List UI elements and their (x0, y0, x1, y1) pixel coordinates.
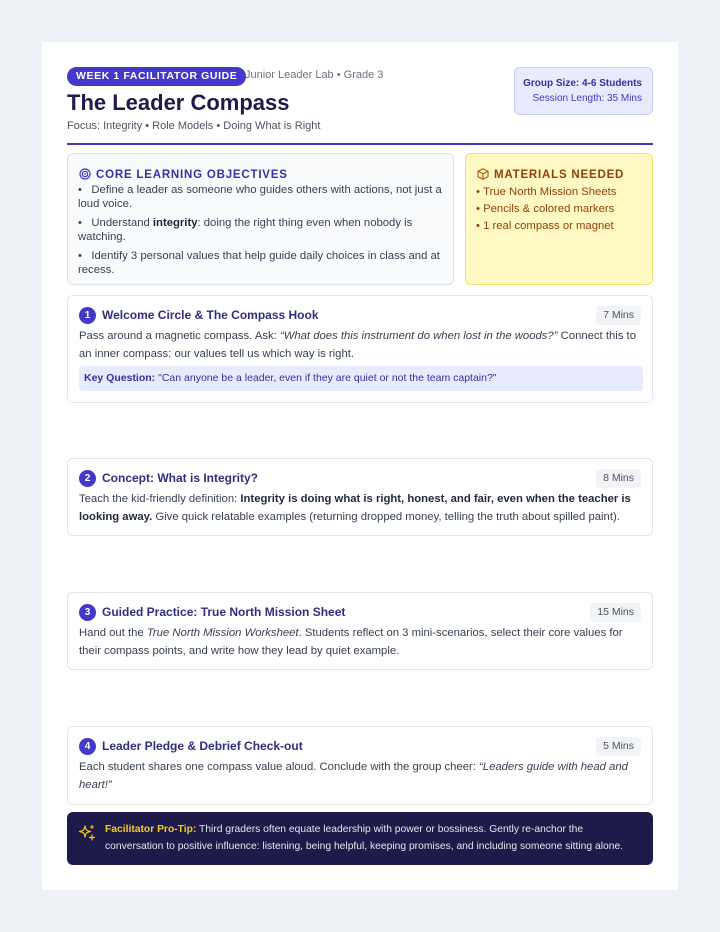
step-title: Concept: What is Integrity? (102, 471, 258, 485)
duration-badge: 8 Mins (596, 469, 641, 488)
list-item: • Define a leader as someone who guides others with actions, not just a loud voice. (78, 184, 442, 210)
pro-tip-text: Facilitator Pro-Tip: Third graders often equate leadership with power or bossiness. Gently re-anchor the conversation to positive influence: listening, being helpful, keeping promises, and including someone sitting alone. (105, 824, 624, 852)
step-number: 2 (79, 470, 96, 487)
step-description: Hand out the True North Mission Worksheet. Students reflect on 3 mini-scenarios, select their core values for their compass points, and write how they lead by quiet example. (79, 627, 623, 657)
pro-tip-banner (67, 812, 653, 865)
objectives-heading: CORE LEARNING OBJECTIVES (79, 166, 288, 181)
step-description: Teach the kid-friendly definition: Integrity is doing what is right, honest, and fair, even when the teacher is looking away. Give quick relatable examples (returning dropped money, telling the truth about spilled paint). (79, 493, 631, 523)
step-description: Pass around a magnetic compass. Ask: “What does this instrument do when lost in the woods?” Connect this to an inner compass: our values tell us which way is right. (79, 330, 636, 360)
step-card-2 (67, 458, 653, 536)
list-item: • True North Mission Sheets (476, 186, 617, 198)
duration-badge: 15 Mins (590, 603, 641, 622)
week-badge: WEEK 1 FACILITATOR GUIDE (67, 67, 246, 86)
objectives-list (78, 183, 443, 282)
page-title: The Leader Compass (67, 90, 290, 115)
step-card-1 (67, 295, 653, 403)
duration-badge: 5 Mins (596, 737, 641, 756)
step-title: Leader Pledge & Debrief Check-out (102, 739, 303, 753)
group-size: Group Size: 4-6 Students (523, 78, 642, 89)
session-length: Session Length: 35 Mins (532, 93, 642, 104)
step-card-3 (67, 592, 653, 670)
sparkle-icon (78, 824, 96, 842)
step-description: Each student shares one compass value aloud. Conclude with the group cheer: “Leaders guide with head and heart!” (79, 761, 628, 791)
list-item: • Understand integrity: doing the right thing even when nobody is watching. (78, 217, 413, 243)
step-number: 4 (79, 738, 96, 755)
step-number: 1 (79, 307, 96, 324)
course-subtitle: Junior Leader Lab • Grade 3 (245, 69, 384, 81)
guide-page (42, 42, 678, 890)
focus-line: Focus: Integrity • Role Models • Doing What is Right (67, 120, 321, 132)
box-icon (477, 168, 489, 180)
list-item: • 1 real compass or magnet (476, 220, 614, 232)
materials-panel (465, 153, 653, 285)
step-title: Guided Practice: True North Mission Sheet (102, 605, 346, 619)
materials-heading: MATERIALS NEEDED (477, 166, 624, 181)
step-number: 3 (79, 604, 96, 621)
list-item: • Pencils & colored markers (476, 203, 615, 215)
duration-badge: 7 Mins (596, 306, 641, 325)
session-info-box (514, 67, 653, 115)
step-card-4 (67, 726, 653, 805)
materials-list (476, 184, 616, 235)
target-icon (79, 168, 91, 180)
objectives-panel (67, 153, 454, 285)
step-title: Welcome Circle & The Compass Hook (102, 308, 319, 322)
list-item: • Identify 3 personal values that help guide daily choices in class and at recess. (78, 250, 440, 276)
key-question: Key Question: "Can anyone be a leader, even if they are quiet or not the team captain?" (79, 366, 643, 391)
guide-header (67, 67, 653, 145)
